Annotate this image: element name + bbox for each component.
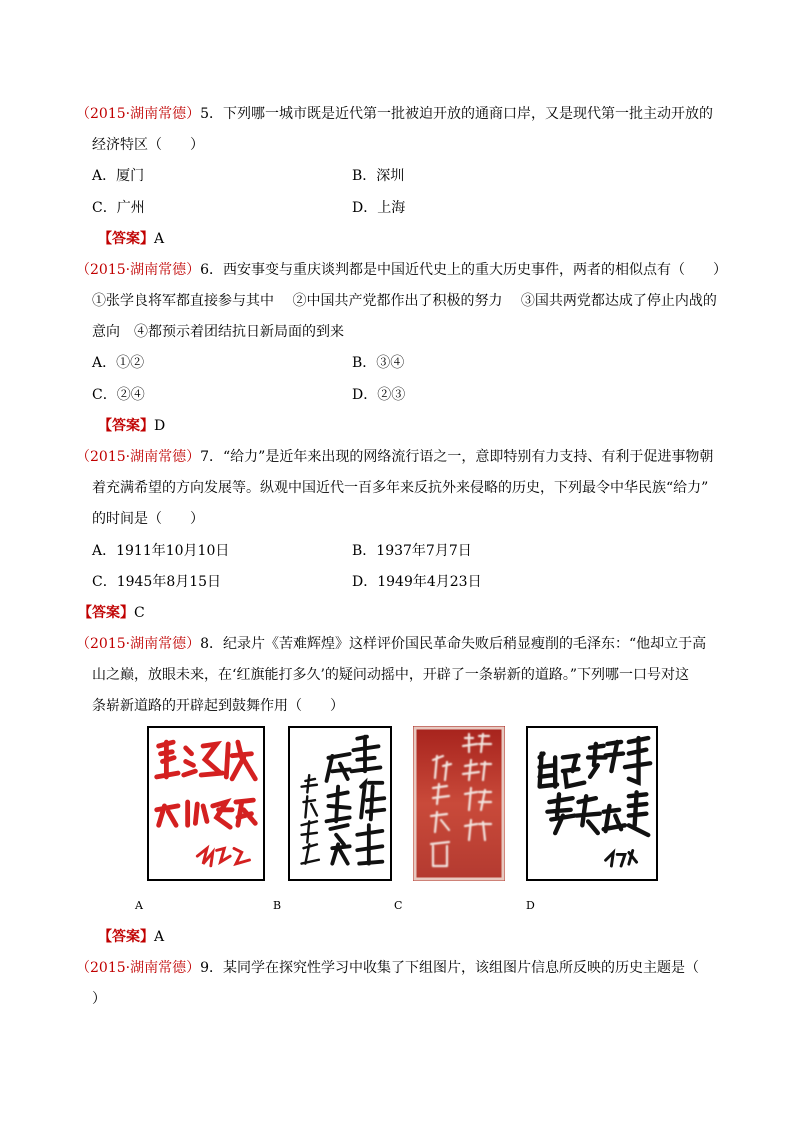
- q6-source: （2015·湖南常德）: [76, 262, 201, 278]
- q8-text-line1: 8．纪录片《苦难辉煌》这样评价国民革命失败后稍显瘦削的毛泽东：“他却立于高: [200, 636, 707, 652]
- q7-text-line2: 着充满希望的方向发展等。纵观中国近代一百多年来反抗外来侵略的历史，下列最令中华民族“给力”: [92, 480, 709, 496]
- q7-option-d: D．1949年4月23日: [352, 574, 482, 590]
- q9-source: （2015·湖南常德）: [76, 960, 201, 976]
- image-label-c: C: [394, 899, 403, 912]
- q5-stem-line1: [76, 103, 713, 123]
- q6-option-c: C．②④: [92, 387, 145, 403]
- q8-stem-line1: [76, 633, 706, 653]
- calligraphy-b-art: [290, 728, 390, 879]
- q6-text-line1: 6．西安事变与重庆谈判都是中国近代史上的重大历史事件，两者的相似点有（ ）: [200, 262, 727, 278]
- q5-answer: [98, 228, 164, 248]
- q7-text-line3: 的时间是（ ）: [92, 511, 204, 527]
- slogan-photo-c-art: [413, 726, 505, 881]
- q7-option-a: A．1911年10月10日: [92, 543, 230, 559]
- q9-text-line2: ）: [92, 991, 106, 1007]
- q7-answer-tag: 【答案】: [78, 605, 134, 621]
- q5-answer-tag: 【答案】: [98, 231, 154, 247]
- q6-answer-tag: 【答案】: [98, 418, 154, 434]
- image-label-b: B: [273, 899, 282, 912]
- q8-text-line2: 山之巅，放眼未来，在‘红旗能打多久’的疑问动摇中，开辟了一条崭新的道路。”下列哪一口号对这: [92, 667, 690, 683]
- q5-option-b: B．深圳: [352, 168, 405, 184]
- calligraphy-image-a: [147, 726, 265, 881]
- q8-text-line3: 条崭新道路的开辟起到鼓舞作用（ ）: [92, 698, 344, 714]
- q6-answer-value: D: [154, 418, 166, 434]
- q6-answer: [98, 415, 165, 435]
- q7-stem-line1: [76, 446, 713, 466]
- calligraphy-a-art: [149, 728, 263, 879]
- q5-text-line1: 5．下列哪一城市既是近代第一批被迫开放的通商口岸，又是现代第一批主动开放的: [200, 106, 713, 122]
- q9-text-line1: 9．某同学在探究性学习中收集了下组图片，该组图片信息所反映的历史主题是（: [200, 960, 699, 976]
- q8-source: （2015·湖南常德）: [76, 636, 201, 652]
- q5-source: （2015·湖南常德）: [76, 106, 201, 122]
- calligraphy-d-art: [528, 728, 656, 879]
- q7-option-c: C．1945年8月15日: [92, 574, 222, 590]
- q5-option-d: D．上海: [352, 200, 406, 216]
- q8-answer: [98, 926, 164, 946]
- image-label-d: D: [526, 899, 535, 912]
- q5-option-c: C．广州: [92, 200, 145, 216]
- q6-stem-line1: [76, 259, 727, 279]
- q6-option-a: A．①②: [92, 355, 145, 371]
- q6-option-d: D．②③: [352, 387, 406, 403]
- q5-answer-value: A: [154, 231, 165, 247]
- calligraphy-image-d: [526, 726, 658, 881]
- q7-answer-value: C: [134, 605, 145, 621]
- q7-text-line1: 7．“给力”是近年来出现的网络流行语之一，意即特别有力支持、有利于促进事物朝: [200, 449, 714, 465]
- q7-source: （2015·湖南常德）: [76, 449, 201, 465]
- q8-answer-value: A: [154, 929, 165, 945]
- q7-option-b: B．1937年7月7日: [352, 543, 472, 559]
- q5-text-line2: 经济特区（ ）: [92, 137, 204, 153]
- slogan-photo-image-c: [413, 726, 505, 881]
- q8-answer-tag: 【答案】: [98, 929, 154, 945]
- q6-statements-line1: ①张学良将军都直接参与其中 ②中国共产党都作出了积极的努力 ③国共两党都达成了停止内战的: [92, 293, 717, 309]
- q5-option-a: A．厦门: [92, 168, 145, 184]
- q7-answer: [78, 602, 145, 622]
- image-label-a: A: [135, 899, 143, 912]
- q9-stem-line1: [76, 957, 699, 977]
- q6-option-b: B．③④: [352, 355, 405, 371]
- calligraphy-image-b: [288, 726, 392, 881]
- q6-statements-line2: 意向 ④都预示着团结抗日新局面的到来: [92, 324, 344, 340]
